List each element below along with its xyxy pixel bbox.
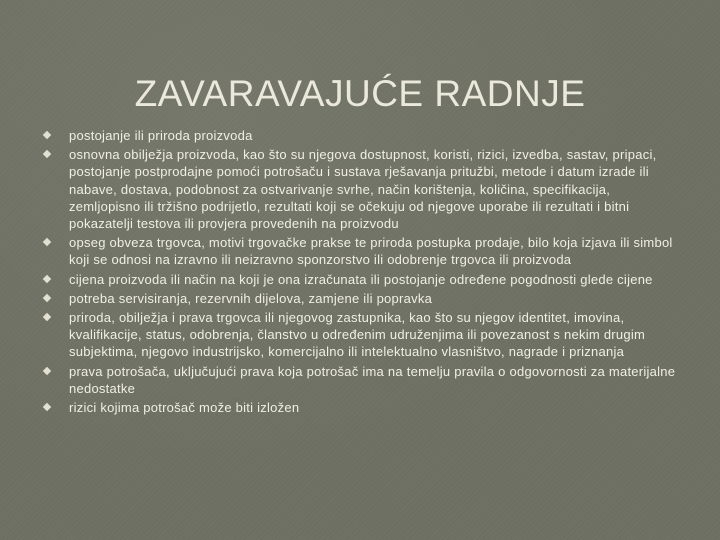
diamond-bullet-icon: [43, 150, 51, 158]
list-item: [40, 127, 676, 144]
list-item: [40, 146, 676, 232]
diamond-bullet-icon: [43, 403, 51, 411]
bullet-text: postojanje ili priroda proizvoda: [69, 128, 253, 143]
bullet-list: [40, 127, 676, 418]
slide-title: ZAVARAVAJUĆE RADNJE: [134, 72, 586, 114]
list-item: [40, 234, 676, 268]
bullet-text: opseg obveza trgovca, motivi trgovačke prakse te priroda postupka prodaje, bilo koja izjava ili simbol koji se odnosi na izravno ili neizravno sponzorstvo ili odobrenje trgovca ili proizvoda: [69, 235, 673, 268]
diamond-bullet-icon: [43, 294, 51, 302]
bullet-text: priroda, obilježja i prava trgovca ili njegovog zastupnika, kao što su njegov identitet, imovina, kvalifikacije, status, odobrenja, članstvo u određenim udruženjima ili povezanost s nekim drugim subjektima, njegovo industrijsko, komercijalno ili intelektualno vlasništvo, nagrade i priznanja: [69, 310, 646, 360]
diamond-bullet-icon: [43, 366, 51, 374]
list-item: [40, 363, 676, 397]
diamond-bullet-icon: [43, 238, 51, 246]
bullet-text: rizici kojima potrošač može biti izložen: [69, 400, 300, 416]
list-item: [40, 399, 676, 416]
diamond-bullet-icon: [43, 313, 51, 321]
list-item: [40, 290, 676, 307]
bullet-text: prava potrošača, uključujući prava koja potrošač ima na temelju pravila o odgovornosti za materijalne nedostatke: [69, 363, 676, 396]
list-item: [40, 271, 676, 288]
bullet-text: osnovna obilježja proizvoda, kao što su njegova dostupnost, koristi, rizici, izvedba, sastav, pripaci, postojanje postprodajne pomoći potrošaču i sustava rješavanja pritužbi, metode i datum izrade ili nabave, dostava, podobnost za ostvarivanje svrhe, način korištenja, količina, specifikacija, zemljopisno ili tržišno podrijetlo, rezultati koji se očekuju od njegove uporabe ili rezultati i bitni pokazatelji testova ili provjera provedenih na proizvodu: [69, 147, 657, 232]
list-item: [40, 309, 676, 361]
bullet-text: cijena proizvoda ili način na koji je ona izračunata ili postojanje određene pogodnosti glede cijene: [69, 271, 653, 287]
diamond-bullet-icon: [43, 274, 51, 282]
diamond-bullet-icon: [43, 131, 51, 139]
bullet-text: potreba servisiranja, rezervnih dijelova, zamjene ili popravka: [69, 290, 433, 306]
